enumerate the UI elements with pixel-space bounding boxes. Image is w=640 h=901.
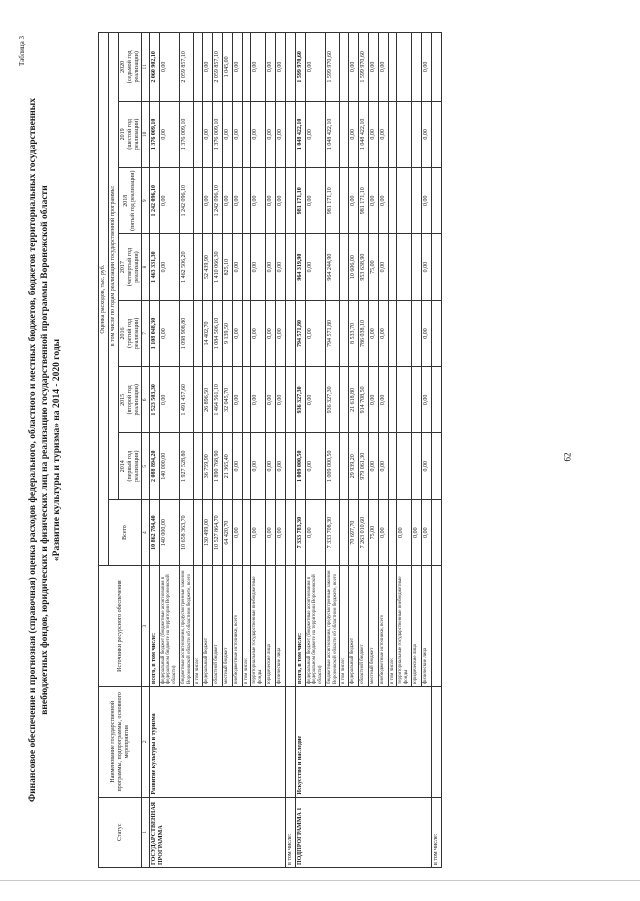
row-value-cell: 0,00 [251,433,266,499]
row-source-label: бюджетные ассигнования, предусмотренные законом Воронежской области об областном бюджете, всего [325,566,340,687]
row-value-cell: 0,00 [305,433,325,499]
column-number: 10 [142,101,149,167]
title-line: Финансовое обеспечение и прогнозная (справочная) оценка расходов федерального, областного и местных бюджетов, бюджетов территориальных государственных [28,98,38,802]
header-breakdown: в том числе по годам реализации государственной программы: [108,33,118,500]
empty-cell [431,168,441,234]
empty-cell [285,499,295,565]
row-value-cell: 52 439,90 [203,234,213,300]
row-value-cell [242,101,251,167]
row-value-cell: 1 463 331,30 [149,234,159,300]
row-value-cell: 825,10 [222,234,232,300]
row-value-cell: 130 499,00 [203,499,213,565]
row-value-cell: 0,00 [275,499,285,565]
row-value-cell: 1 599 970,60 [295,33,305,102]
row-source-label: внебюджетные источники, всего [232,566,242,687]
row-value-cell: 0,00 [251,234,266,300]
row-value-cell: 0,00 [203,101,213,167]
row-value-cell: 8 533,70 [349,300,359,366]
row-value-cell: 10 527 864,70 [213,499,223,565]
row-value-cell: 0,00 [159,33,179,102]
row-value-cell [194,300,203,366]
row-value-cell: 21 618,80 [349,367,359,433]
header-year-value: 2014 [119,460,126,473]
row-value-cell: 1 927 528,80 [179,433,194,499]
header-year-desc: (шестой год реализации) [126,118,140,150]
document-title [28,60,64,840]
row-value-cell [397,433,412,499]
row-source-label: всего, в том числе: [295,566,305,687]
row-value-cell [411,168,421,234]
row-value-cell: 2 088 894,20 [149,433,159,499]
row-value-cell: 0,00 [368,300,378,366]
row-value-cell [411,367,421,433]
header-year-desc: (первый год реализации) [126,450,140,482]
row-value-cell: 1 084 506,10 [213,300,223,366]
row-value-cell: 1 009 000,50 [325,433,340,499]
row-value-cell: 0,00 [368,33,378,102]
row-status: ГОСУДАРСТВЕННАЯ ПРОГРАММА [149,797,285,867]
row-value-cell: 7 263 010,60 [358,499,368,565]
row-value-cell [194,234,203,300]
header-year-desc: (третий год реализации) [126,317,140,350]
row-value-cell: 0,00 [159,300,179,366]
row-program-name: Искусство и наследие [295,686,431,797]
row-value-cell [411,234,421,300]
row-value-cell: 964 244,90 [325,234,340,300]
row-value-cell [397,367,412,433]
row-source-label: в том числе: [242,566,251,687]
row-source-label: всего, в том числе: [149,566,159,687]
row-value-cell: 981 171,10 [295,168,305,234]
row-source-label: территориальные государственные внебюджетные фонды [251,566,266,687]
empty-cell [285,433,295,499]
row-value-cell: 0,00 [378,101,388,167]
header-year-2017 [118,234,142,300]
row-value-cell: 0,00 [232,300,242,366]
row-value-cell [340,168,349,234]
row-value-cell: 0,00 [265,234,275,300]
row-value-cell: 1 048 422,10 [325,101,340,167]
row-value-cell [340,367,349,433]
row-value-cell: 786 038,10 [358,300,368,366]
row-value-cell: 0,00 [421,300,431,366]
row-source-label: федеральный бюджет (бюджетные ассигнования в федеральном бюджете на территории Воронежской области) [305,566,325,687]
row-source-label: областной бюджет [358,566,368,687]
row-value-cell: 0,00 [159,101,179,167]
table-body [149,33,441,868]
table-header [99,33,150,868]
row-value-cell: 70 697,70 [349,499,359,565]
row-value-cell: 953 638,90 [358,234,368,300]
row-value-cell [388,168,397,234]
row-value-cell [340,234,349,300]
row-value-cell: 0,00 [265,168,275,234]
row-value-cell: 0,00 [378,234,388,300]
row-value-cell: 0,00 [349,101,359,167]
row-value-cell [388,101,397,167]
header-year-2018 [118,168,142,234]
row-value-cell: 0,00 [368,433,378,499]
row-value-cell [397,300,412,366]
row-value-cell: 0,00 [232,101,242,167]
row-value-cell [388,433,397,499]
row-value-cell: 0,00 [275,33,285,102]
row-value-cell: 1 491 457,60 [179,367,194,433]
row-value-cell: 936 327,30 [325,367,340,433]
row-value-cell: 10 862 784,40 [149,499,159,565]
row-value-cell: 0,00 [251,499,266,565]
row-value-cell [242,168,251,234]
row-value-cell: 1 108 048,30 [149,300,159,366]
row-source-label: юридические лица [411,566,421,687]
row-value-cell: 0,00 [251,101,266,167]
row-value-cell [340,499,349,565]
table-label: Таблица 3 [18,36,26,66]
row-value-cell: 0,00 [265,367,275,433]
in-total-row [431,33,441,868]
row-value-cell [397,234,412,300]
row-source-label: физические лица [421,566,431,687]
row-source-label: в том числе: [340,566,349,687]
empty-cell [285,234,295,300]
row-status: ПОДПРОГРАММА 1 [295,797,431,867]
header-year-desc: (пятый год реализации) [130,170,137,231]
row-value-cell: 0,00 [232,499,242,565]
row-value-cell: 0,00 [275,367,285,433]
row-value-cell: 981 171,10 [325,168,340,234]
row-value-cell [411,433,421,499]
header-year-desc: (седьмой год реализации) [126,50,140,84]
row-value-cell [397,33,412,102]
row-source-label: внебюджетные источники, всего [378,566,388,687]
row-value-cell: 936 327,30 [295,367,305,433]
financing-table [98,32,442,868]
header-year-2015 [118,367,142,433]
empty-cell [431,686,441,797]
row-source-label: федеральный бюджет [203,566,213,687]
row-value-cell: 981 171,10 [358,168,368,234]
header-year-desc: (четвертый год реализации) [126,247,140,287]
row-value-cell: 0,00 [421,367,431,433]
row-value-cell: 979 061,30 [358,433,368,499]
header-year-desc: (второй год реализации) [126,384,140,416]
row-value-cell: 0,00 [421,101,431,167]
row-value-cell: 0,00 [397,499,412,565]
empty-cell [431,367,441,433]
row-value-cell: 1 376 009,10 [213,101,223,167]
header-year-value: 2019 [119,128,126,141]
row-value-cell: 0,00 [421,33,431,102]
row-value-cell: 0,00 [265,101,275,167]
row-value-cell: 0,00 [305,168,325,234]
row-value-cell: 26 896,50 [203,367,213,433]
row-value-cell [388,234,397,300]
row-value-cell [242,234,251,300]
row-value-cell: 1 523 503,30 [149,367,159,433]
row-value-cell: 0,00 [159,168,179,234]
row-value-cell: 10 658 363,70 [179,499,194,565]
row-value-cell: 0,00 [305,101,325,167]
row-source-label: юридические лица [265,566,275,687]
title-line: «Развитие культуры и туризма» на 2014 - 2020 годы [51,338,62,562]
empty-cell [431,300,441,366]
header-year-value: 2015 [119,393,126,406]
row-value-cell: 1 462 506,20 [179,234,194,300]
empty-cell [431,101,441,167]
header-estimate: Оценка расходов, тыс. руб. [99,33,109,566]
row-value-cell [340,101,349,167]
empty-cell [431,566,441,687]
row-value-cell: 0,00 [421,499,431,565]
row-value-cell: 75,00 [368,499,378,565]
row-source-label: в том числе: [194,566,203,687]
row-value-cell [411,101,421,167]
row-value-cell: 140 000,00 [159,499,179,565]
row-value-cell [388,367,397,433]
row-value-cell [194,499,203,565]
header-year-value: 2018 [123,194,130,207]
row-value-cell: 0,00 [305,234,325,300]
row-value-cell: 0,00 [265,33,275,102]
row-value-cell: 0,00 [305,367,325,433]
column-number: 4 [142,499,149,565]
row-value-cell: 0,00 [368,168,378,234]
empty-cell [285,686,295,797]
row-value-cell: 1 009 000,50 [295,433,305,499]
row-value-cell [242,33,251,102]
row-source-label: федеральный бюджет (бюджетные ассигнования в федеральном бюджете на территории Воронежской области) [159,566,179,687]
row-value-cell: 0,00 [265,433,275,499]
row-value-cell: 2 059 857,10 [179,33,194,102]
row-value-cell [194,168,203,234]
row-value-cell: 0,00 [378,168,388,234]
row-value-cell: 794 571,80 [295,300,305,366]
row-value-cell: 1 376 009,10 [149,101,159,167]
header-colnum-row [142,33,149,868]
row-value-cell: 0,00 [203,168,213,234]
row-value-cell: 1 599 970,60 [325,33,340,102]
row-value-cell: 0,00 [275,168,285,234]
row-value-cell: 1 464 561,10 [213,367,223,433]
row-value-cell: 2 059 857,10 [213,33,223,102]
row-value-cell [397,168,412,234]
row-value-cell [340,433,349,499]
empty-cell [285,101,295,167]
header-year-2020 [118,33,142,102]
empty-cell [431,234,441,300]
scan-edge-line [0,880,640,881]
row-value-cell: 1 242 096,10 [213,168,223,234]
row-value-cell: 0,00 [305,499,325,565]
row-value-cell: 29 939,20 [349,433,359,499]
row-source-label: бюджетные ассигнования, предусмотренные законом Воронежской области об областном бюджете, всего [179,566,194,687]
row-value-cell: 0,00 [203,33,213,102]
row-value-cell [242,300,251,366]
row-value-cell: 0,00 [411,499,421,565]
row-value-cell: 1 890 768,90 [213,433,223,499]
empty-cell [431,499,441,565]
row-value-cell: 0,00 [159,367,179,433]
empty-cell [285,566,295,687]
empty-cell [285,367,295,433]
column-number: 8 [142,234,149,300]
row-value-cell [194,367,203,433]
row-source-label: в том числе: [388,566,397,687]
row-value-cell: 0,00 [232,367,242,433]
row-value-cell: 0,00 [275,300,285,366]
row-source-label: территориальные государственные внебюджетные фонды [397,566,412,687]
row-value-cell [194,433,203,499]
row-value-cell: 914 708,50 [358,367,368,433]
row-value-cell: 0,00 [378,33,388,102]
header-year-2014 [118,433,142,499]
row-value-cell: 75,00 [368,234,378,300]
row-value-cell [340,300,349,366]
header-name: Наименование государственной программы, подпрограммы, основного мероприятия [99,686,142,797]
row-value-cell: 0,00 [159,234,179,300]
row-value-cell: 0,00 [368,367,378,433]
row-value-cell: 64 420,70 [222,499,232,565]
row-value-cell [242,499,251,565]
row-value-cell: 794 571,80 [325,300,340,366]
row-value-cell: 1 410 066,30 [213,234,223,300]
empty-cell [431,33,441,102]
row-value-cell: 0,00 [305,33,325,102]
row-value-cell: 1 242 096,10 [149,168,159,234]
row-value-cell: 14 402,70 [203,300,213,366]
row-value-cell: 0,00 [378,300,388,366]
header-year-2019 [118,101,142,167]
row-value-cell: 2 060 902,10 [149,33,159,102]
title-line: внебюджетных фондов, юридических и физических лиц на реализацию государственной программы Воронежской области [39,185,50,715]
row-source-label: местный бюджет [368,566,378,687]
row-value-cell: 0,00 [349,168,359,234]
row-value-cell [388,33,397,102]
row-value-cell: 36 759,90 [203,433,213,499]
row-value-cell: 0,00 [222,101,232,167]
row-source-label: федеральный бюджет [349,566,359,687]
column-number: 9 [142,168,149,234]
row-value-cell: 0,00 [275,433,285,499]
row-value-cell: 1 048 422,10 [295,101,305,167]
table-row [149,33,159,868]
column-number: 3 [142,566,149,687]
header-status: Статус [99,797,142,867]
header-year-value: 2017 [119,261,126,274]
row-value-cell: 0,00 [232,168,242,234]
header-year-value: 2020 [119,60,126,73]
column-number: 7 [142,300,149,366]
row-value-cell: 0,00 [275,234,285,300]
row-value-cell: 21 365,40 [222,433,232,499]
row-value-cell: 9 139,50 [222,300,232,366]
row-value-cell: 0,00 [378,433,388,499]
row-value-cell: 0,00 [265,499,275,565]
column-number: 6 [142,367,149,433]
column-number: 11 [142,33,149,102]
row-value-cell [397,101,412,167]
table-row [295,33,305,868]
row-value-cell [411,33,421,102]
row-source-label: областной бюджет [213,566,223,687]
row-value-cell: 1 045,00 [222,33,232,102]
column-number: 1 [142,797,149,867]
row-value-cell: 0,00 [232,234,242,300]
row-value-cell: 0,00 [251,367,266,433]
row-value-cell [194,33,203,102]
in-total-label: в том числе: [431,797,441,867]
row-value-cell: 0,00 [265,300,275,366]
row-value-cell: 0,00 [251,33,266,102]
header-year-value: 2016 [119,327,126,340]
row-value-cell: 10 606,00 [349,234,359,300]
row-value-cell: 0,00 [421,168,431,234]
row-value-cell: 1 242 096,10 [179,168,194,234]
empty-cell [285,168,295,234]
row-value-cell [388,499,397,565]
row-value-cell: 0,00 [349,33,359,102]
in-total-label: в том числе: [285,797,295,867]
row-program-name: Развитие культуры и туризма [149,686,285,797]
column-number: 5 [142,433,149,499]
row-value-cell [340,33,349,102]
row-value-cell: 0,00 [378,367,388,433]
row-value-cell [242,433,251,499]
header-year-2016 [118,300,142,366]
row-value-cell: 1 098 908,80 [179,300,194,366]
row-value-cell [194,101,203,167]
empty-cell [431,433,441,499]
row-value-cell: 0,00 [305,300,325,366]
column-number: 2 [142,686,149,797]
row-value-cell: 1 599 970,60 [358,33,368,102]
row-value-cell: 32 045,70 [222,367,232,433]
row-value-cell [242,367,251,433]
row-value-cell: 0,00 [378,499,388,565]
row-value-cell: 7 333 708,30 [325,499,340,565]
row-value-cell [388,300,397,366]
row-value-cell: 140 000,00 [159,433,179,499]
row-value-cell: 0,00 [275,101,285,167]
row-value-cell: 0,00 [421,433,431,499]
row-value-cell: 1 048 422,10 [358,101,368,167]
row-value-cell: 1 376 009,10 [179,101,194,167]
empty-cell [285,300,295,366]
page-number: 62 [562,452,573,462]
row-value-cell [411,300,421,366]
row-value-cell: 0,00 [232,33,242,102]
empty-cell [285,33,295,102]
row-source-label: физические лица [275,566,285,687]
row-value-cell: 0,00 [251,300,266,366]
header-total: Всего [108,499,142,565]
row-value-cell: 0,00 [368,101,378,167]
row-value-cell: 7 333 783,30 [295,499,305,565]
header-source: Источники ресурсного обеспечения [99,566,142,687]
row-value-cell: 0,00 [232,433,242,499]
rotated-document-page [20,20,620,880]
in-total-row [285,33,295,868]
row-source-label: местный бюджет [222,566,232,687]
row-value-cell: 0,00 [222,168,232,234]
row-value-cell: 0,00 [251,168,266,234]
row-value-cell: 0,00 [421,234,431,300]
row-value-cell: 964 319,90 [295,234,305,300]
